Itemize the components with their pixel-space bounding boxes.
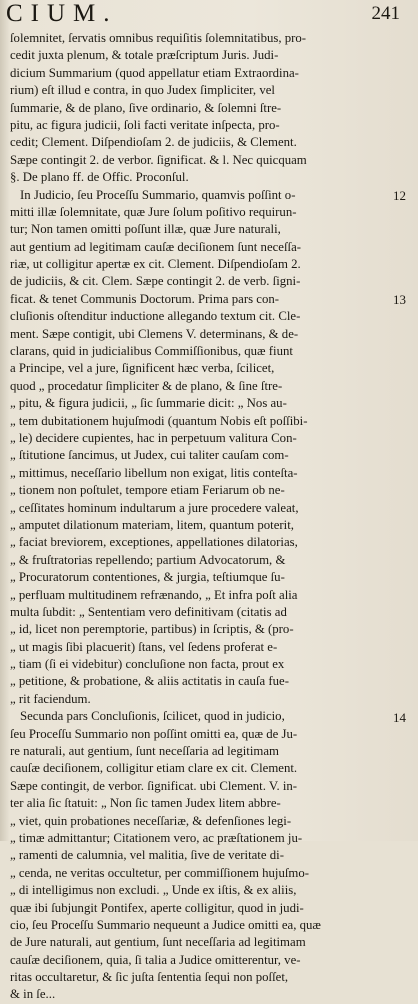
text-line: tur; Non tamen omitti poſſunt illæ, quæ Jure naturali,	[10, 222, 281, 237]
text-line: „ rit faciendum.	[10, 691, 91, 706]
text-line: „ perfluam multitudinem refrænando, „ Et infra poſt alia	[10, 587, 298, 602]
text-line: „ & fruſtratorias repellendo; partium Advocatorum, &	[10, 552, 286, 567]
text-line: „ di intelligimus non excludi. „ Unde ex iſtis, & ex aliis,	[10, 883, 297, 898]
text-line: cedit juxta plenum, & totale præſcriptum Juris. Judi-	[10, 48, 279, 63]
text-line: multa ſubdit: „ Sententiam vero definitivam (citatis ad	[10, 604, 287, 619]
text-line: ment. Sæpe contigit, ubi Clemens V. determinans, & de-	[10, 326, 299, 341]
text-line: „ le) decidere cupientes, hac in perpetuum valitura Con-	[10, 430, 297, 445]
text-line: mitti illæ ſolemnitate, quæ Jure ſolum poſitivo requirun-	[10, 204, 297, 219]
text-line: ſummarie, & de plano, ſive ordinario, & ſolemni ſtre-	[10, 100, 282, 115]
text-line: „ ramenti de calumnia, vel malitia, ſive de veritate di-	[10, 848, 284, 863]
text-line: §. De plano ff. de Offic. Proconſul.	[10, 170, 189, 185]
text-line: de judiciis, & cit. Clem. Sæpe contingit 2. de verb. ſigni-	[10, 274, 301, 289]
text-line: riæ, ut colligitur apertæ ex cit. Clement. Diſpendioſam 2.	[10, 257, 301, 272]
body-text	[10, 30, 388, 1004]
text-line: cauſæ deciſionem, quia, ſi talia a Judice omitterentur, ve-	[10, 952, 301, 967]
text-line: dicium Summarium (quod appellatur etiam Extraordina-	[10, 65, 299, 80]
text-line: quod „ procedatur ſimpliciter & de plano, & ſine ſtre-	[10, 378, 283, 393]
margin-paragraph-number: 12	[393, 187, 406, 203]
text-line: „ viet, quin probationes neceſſariæ, & defenſiones legi-	[10, 813, 292, 828]
text-line: „ ceſſitates hominum indultarum a jure procedere valeat,	[10, 500, 299, 515]
text-line: & in ſe...	[10, 987, 56, 1002]
text-line: „ petitione, & probatione, & aliis actitatis in cauſa fue-	[10, 674, 289, 689]
text-line: „ tionem non poſtulet, tempore etiam Feriarum ob ne-	[10, 483, 285, 498]
text-line: ficat. & tenet Communis Doctorum. Prima pars con-	[10, 291, 280, 306]
text-line: re naturali, aut gentium, ſunt neceſſaria ad legitimam	[10, 744, 279, 759]
text-line: cluſionis oſtenditur inductione allegando textum cit. Cle-	[10, 309, 301, 324]
page-header	[0, 0, 418, 26]
text-line: „ Procuratorum contentiones, & jurgia, teſtiumque ſu-	[10, 570, 285, 585]
text-line: a Principe, vel a jure, ſignificent hæc verba, ſcilicet,	[10, 361, 275, 376]
text-line: ſeu Proceſſu Summario non poſſint omitti ea, quæ de Ju-	[10, 726, 298, 741]
margin-paragraph-number: 13	[393, 292, 406, 307]
text-line: ſolemnitet, ſervatis omnibus requiſitis ſolemnitatibus, pro-	[10, 31, 307, 45]
text-line: quæ ibi ſubjungit Pontifex, aperte colligitur, quod in judi-	[10, 900, 304, 915]
text-line: clarans, quid in judicialibus Commiſſionibus, quæ fiunt	[10, 344, 293, 359]
margin-paragraph-number: 14	[393, 709, 406, 725]
text-line: „ faciat breviorem, exceptiones, appellationes dilatorias,	[10, 535, 298, 550]
text-line: cio, ſeu Proceſſu Summario nequeunt a Judice omitti ea, quæ	[10, 917, 321, 932]
text-line: „ cenda, ne veritas occultetur, per commiſſionem hujuſmo-	[10, 865, 310, 880]
text-line: pitu, ac figura judicii, ſoli facti veritate inſpecta, pro-	[10, 117, 280, 132]
text-line: „ timæ admittantur; Citationem vero, ac præſtationem ju-	[10, 830, 303, 845]
text-line: de Jure naturali, aut gentium, ſunt neceſſaria ad legitimam	[10, 935, 306, 950]
page-number: 241	[371, 3, 400, 24]
text-line: rium) eſt illud e contra, in quo Judex ſimpliciter, vel	[10, 83, 275, 98]
text-line: ritas occultaretur, & ſic juſta ſententia ſequi non poſſet,	[10, 970, 289, 985]
text-line: In Judicio, ſeu Proceſſu Summario, quamvis poſſint o-	[20, 187, 296, 202]
text-line: cedit; Clement. Diſpendioſam 2. de judiciis, & Clement.	[10, 135, 297, 150]
text-line: aut gentium ad legitimam cauſæ deciſionem ſunt neceſſa-	[10, 239, 302, 254]
text-line: „ id, licet non peremptorie, partibus) in ſcriptis, & (pro-	[10, 622, 294, 637]
text-line: „ pitu, & figura judicii, „ ſic ſummarie dicit: „ Nos au-	[10, 396, 287, 411]
text-line: Sæpe contingit, de verbor. ſignificat. ubi Clement. V. in-	[10, 778, 298, 793]
text-line: „ tem dubitationem hujuſmodi (quantum Nobis eſt poſſibi-	[10, 413, 308, 428]
text-line: „ ſtitutione ſancimus, ut Judex, cui taliter cauſam com-	[10, 448, 289, 463]
text-line: Secunda pars Concluſionis, ſcilicet, quod in judicio,	[20, 709, 285, 724]
running-head: CIUM.	[6, 0, 118, 27]
text-line: ter alia ſic ſtatuit: „ Non ſic tamen Judex litem abbre-	[10, 796, 281, 811]
text-line: cauſæ deciſionem, colligitur etiam clare ex cit. Clement.	[10, 761, 298, 776]
text-line: „ ut magis ſibi placuerit) ſtans, vel ſedens proferat e-	[10, 639, 278, 654]
text-line: „ amputet dilationum materiam, litem, quantum poterit,	[10, 517, 294, 532]
text-line: Sæpe contingit 2. de verbor. ſignificat. & l. Nec quicquam	[10, 152, 307, 167]
text-line: „ mittimus, neceſſario libellum non exigat, litis conteſta-	[10, 465, 298, 480]
text-line: „ tiam (ſi ei videbitur) concluſione non facta, prout ex	[10, 657, 285, 672]
